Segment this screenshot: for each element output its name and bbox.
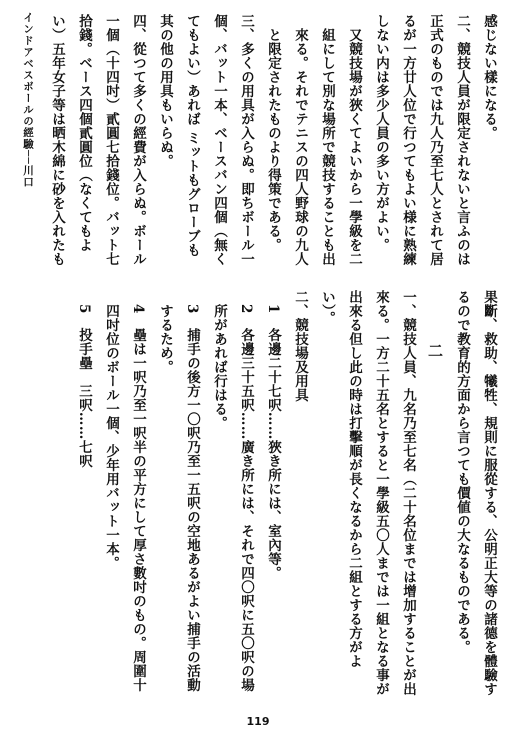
running-head: インドアベスボールの經驗──川口 [22, 12, 34, 188]
upper-paragraph-2: 二、競技人員が限定されないと言ふのは正式のものでは九人乃至七人とされて居るが一方廿人位で行つてもよい様に熟練しない内は多少人員の多い方がよい。 [373, 14, 470, 266]
lower-text-block [52, 290, 502, 700]
item-2-heading: 二、競技場及用具 [292, 290, 308, 402]
entry-3: 3 捕手の後方一〇呎乃至一五呎の空地あるがよい捕手の活動するため。 [157, 303, 200, 692]
upper-text-block [42, 14, 502, 269]
entry-5: 5 投手壘 三呎……七呎 [76, 303, 92, 468]
upper-paragraph-5: 四、從つて多くの經費が入らぬ。ボール一個（十四吋）貳圓七拾錢位。バット七拾錢。ベース四個貳圓位（なくてもよい）五年女子等は晒木綿に砂を入れたも [49, 14, 146, 266]
entry-2: 2 各邊三十五呎……廣き所には、それで四〇呎に五〇呎の場所があれば行はる。 [211, 303, 254, 692]
item-1-paragraph: 一、競技人員、九名乃至七名（二十名位までは增加することが出來る。一方二十五名とすると一學級五〇人までは一組となる事が出來る但し此の時は打擊順が長くなるから二組とする方がよい）。 [319, 290, 416, 696]
continuation-paragraph: 果斷、救助、犧牲、規則に服從する、公明正大等の諸德を體驗するので教育的方面から言つても價値の大なるものである。 [454, 290, 497, 696]
upper-paragraph-4: 三、多くの用具が入らぬ。即ちボール一個、バット一本、ベースバン四個（無くてもよい）あれば ミットもグローブも其の他の用具もいらぬ。 [157, 14, 254, 266]
section-numeral: 二 [426, 342, 444, 358]
upper-paragraph-1: 感じない樣になる。 [481, 14, 497, 140]
page-number: 119 [246, 715, 270, 728]
entry-4: 4 壘は一呎乃至一呎半の平方にして厚さ數吋のもの。周圍十四吋位のボール一個、少年用バット一本。 [103, 303, 146, 692]
entry-1: 1 各邊二十七呎……狹き所には、室內等。 [265, 303, 281, 580]
upper-paragraph-3: 又競技場が狹くてよいから一學級を二組にして別な場所で競技することも出來る。それでテニスの四人野球の九人と限定されたものより得策である。 [265, 27, 362, 266]
